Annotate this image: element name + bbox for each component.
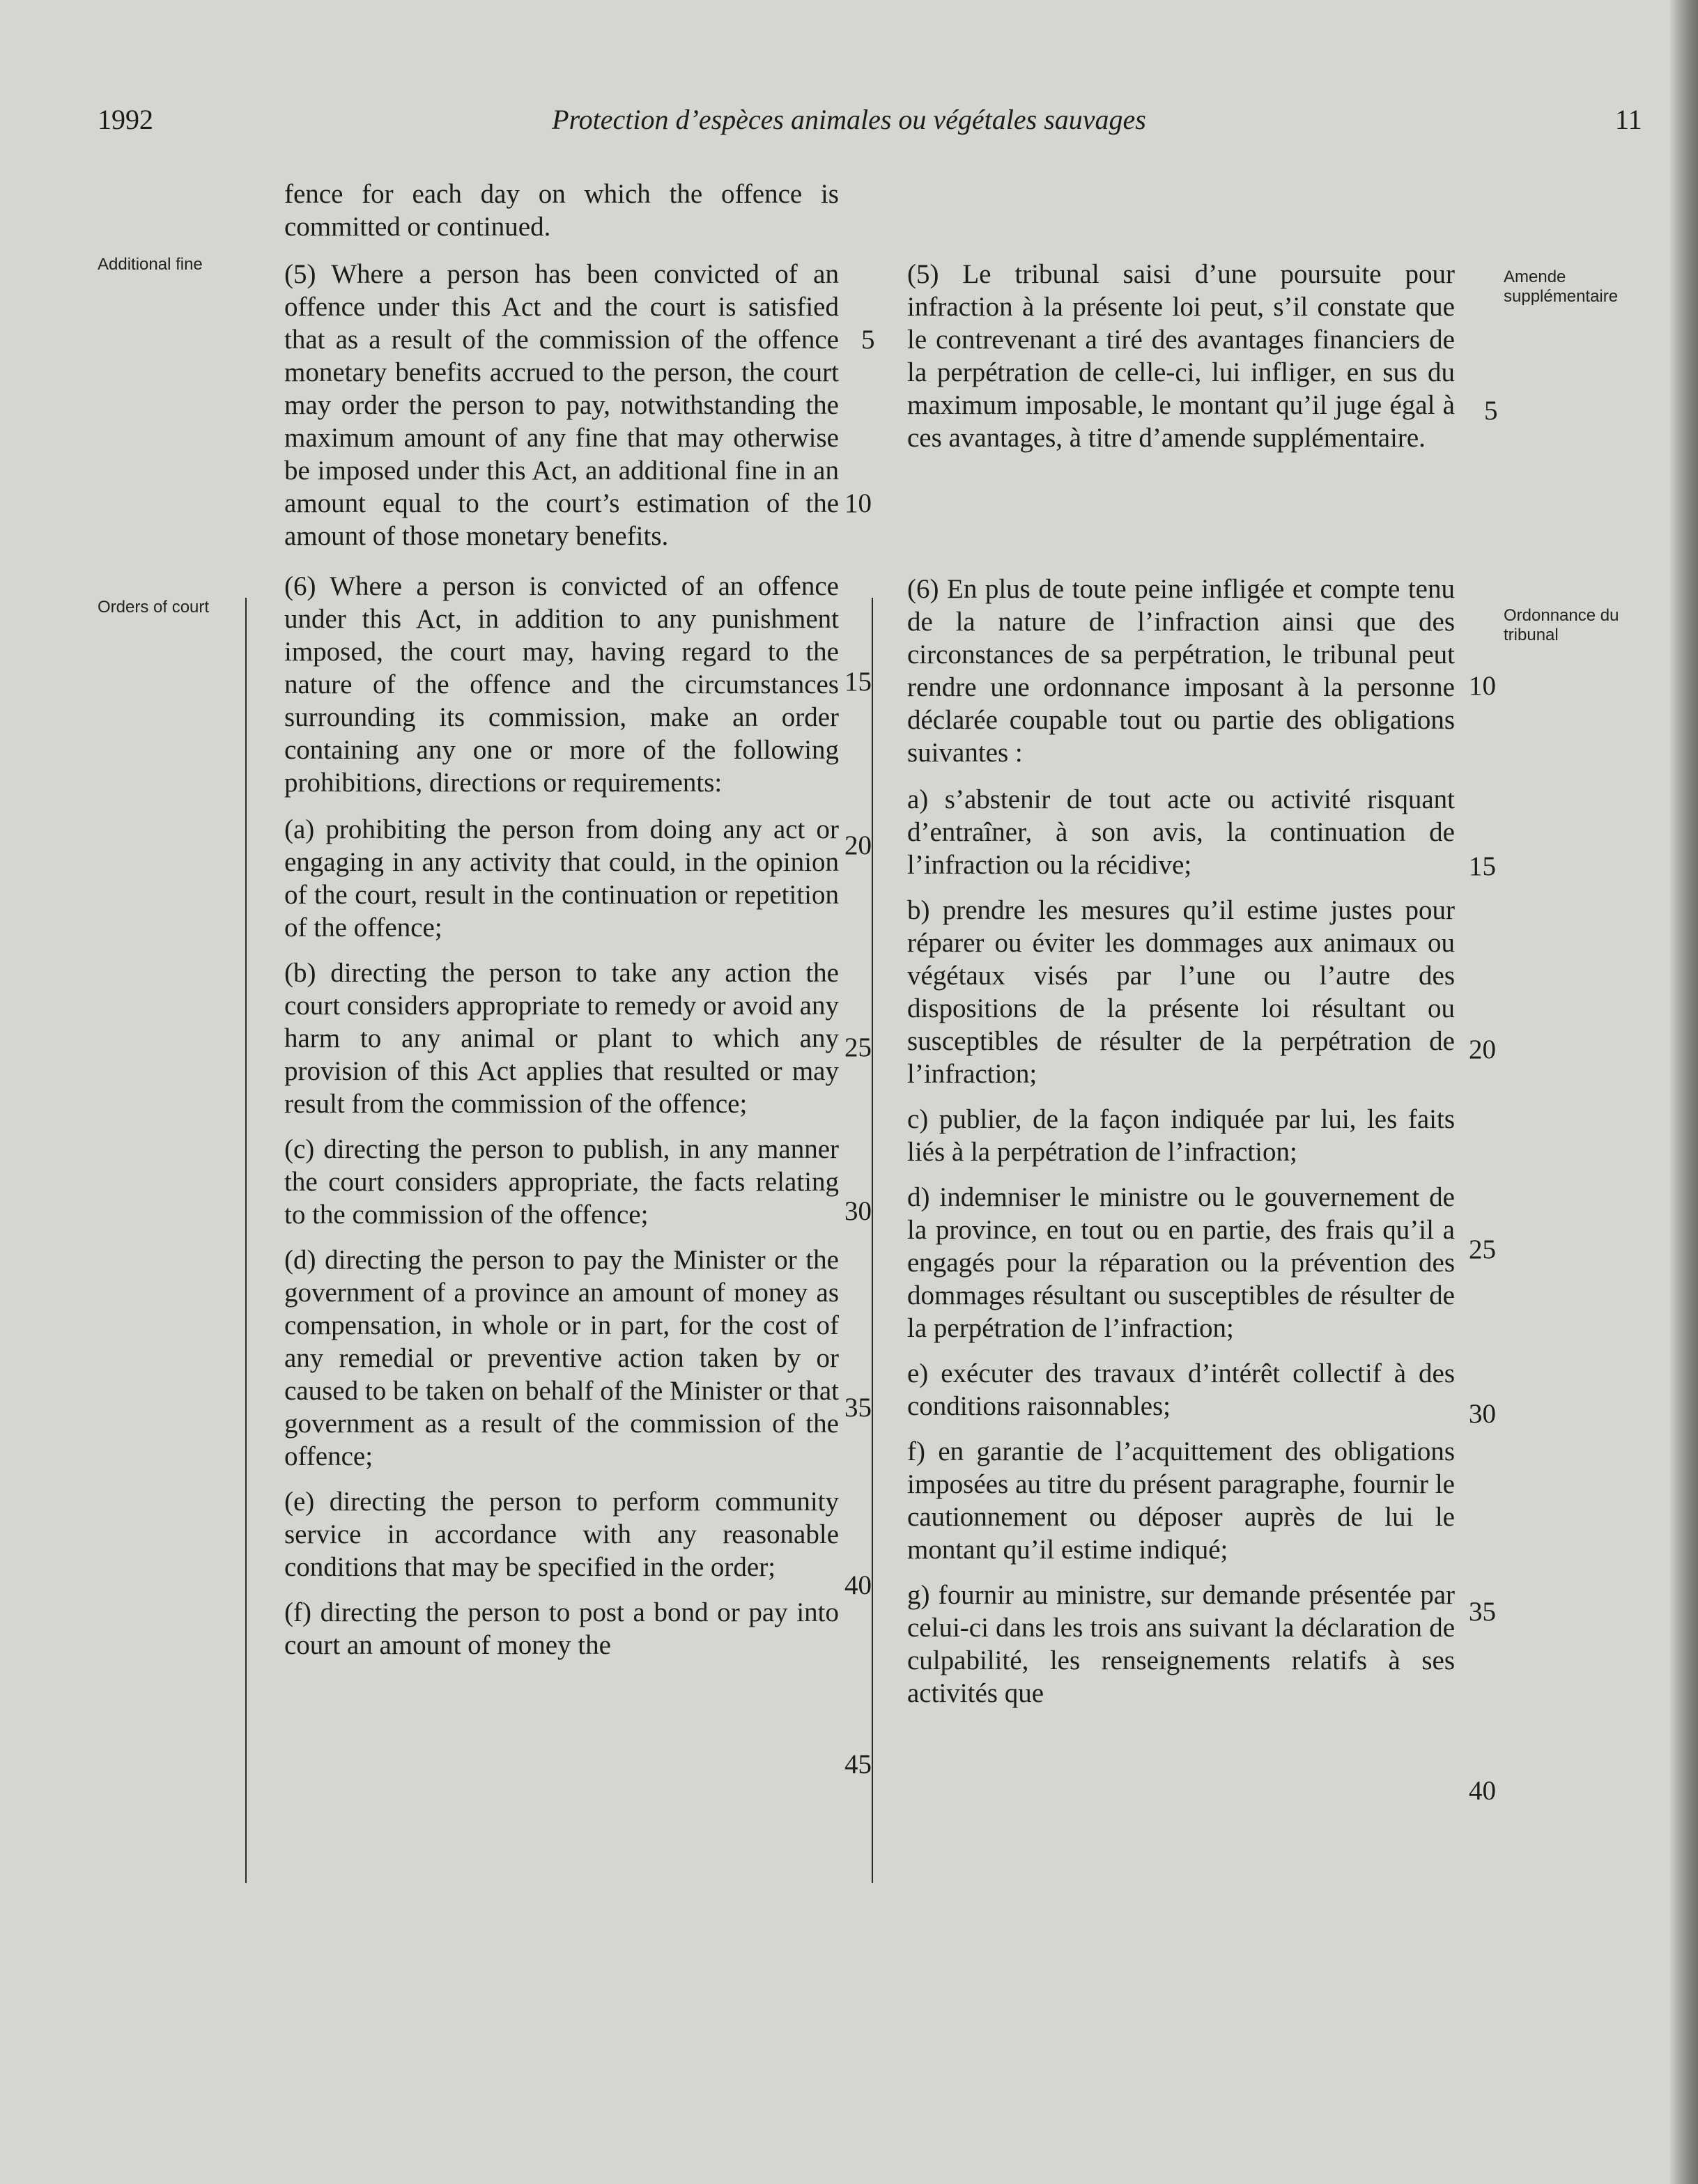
french-item-c: c) publier, de la façon indiquée par lui, les faits liés à la perpétration de l’infraction; [907,1104,1455,1167]
english-column [284,178,839,1662]
french-line-number: 20 [1469,1035,1496,1064]
center-column-rule [872,598,873,1883]
margin-note-amende-supplementaire: Amende supplémentaire [1504,268,1619,306]
english-item-f: (f) directing the person to post a bond or pay into court an amount of money the [284,1597,839,1660]
french-item-g: g) fournir au ministre, sur demande présentée par celui-ci dans les trois ans suivant la déclaration de culpabilité, les renseignements relatifs à ses activités que [907,1580,1455,1708]
english-item-e: (e) directing the person to perform community service in accordance with any reasonable conditions that may be specified in the order; [284,1487,839,1582]
french-line-number: 10 [1469,671,1496,701]
french-subsection-6: (6) En plus de toute peine infligée et compte tenu de la nature de l’infraction ainsi que des circonstances de sa perpétration, le tribunal peut rendre une ordonnance imposant à la personne déclarée coupable tout ou partie des obligations suivantes : [907,574,1455,768]
english-subsection-5: (5) Where a person has been convicted of an offence under this Act and the court is satisfied that as a result of the commission of the offence monetary benefits accrued to the person, the court may order the person to pay, notwithstanding the maximum amount of any fine that may otherwise be imposed under this Act, an additional fine in an amount equal to the court’s estimation of the amount of those monetary benefits. [284,259,839,551]
french-line-number: 15 [1469,851,1496,881]
english-item-d: (d) directing the person to pay the Minister or the government of a province an amount of money as compensation, in whole or in part, for the cost of any remedial or preventive action taken by or caused to be taken on behalf of the Minister or that government as a result of the commission of the offence; [284,1245,839,1471]
french-item-a: a) s’abstenir de tout acte ou activité risquant d’entraîner, à son avis, la continuation de l’infraction ou la récidive; [907,784,1455,880]
english-line-number: 40 [844,1570,872,1600]
english-item-c: (c) directing the person to publish, in any manner the court considers appropriate, the facts relating to the commission of the offence; [284,1134,839,1230]
english-subsection-6: (6) Where a person is convicted of an offence under this Act, in addition to any punishment imposed, the court may, having regard to the nature of the offence and the circumstances surrounding its commission, make an order containing any one or more of the following prohibitions, directions or requirements: [284,571,839,798]
page-binding-shadow [1670,0,1698,2184]
french-line-number: 25 [1469,1234,1496,1264]
english-line-number: 20 [844,830,872,860]
header-year: 1992 [98,104,153,135]
french-item-e: e) exécuter des travaux d’intérêt collectif à des conditions raisonnables; [907,1358,1455,1421]
french-line-number: 35 [1469,1597,1496,1627]
english-line-number: 10 [844,488,872,518]
english-line-number: 5 [861,325,875,355]
french-item-d: d) indemniser le ministre ou le gouvernement de la province, en tout ou en partie, des frais qu’il a engagés pour la réparation ou la prévention des dommages résultant ou susceptibles de résulter de la perpétration de l’infraction; [907,1182,1455,1343]
english-line-number: 30 [844,1196,872,1226]
french-line-number: 30 [1469,1399,1496,1429]
french-item-f: f) en garantie de l’acquittement des obligations imposées au titre du présent paragraphe, fournir le cautionnement ou déposer auprès de lui le montant qu’il estime indiqué; [907,1436,1455,1565]
french-line-number: 40 [1469,1776,1496,1806]
english-carryover-text: fence for each day on which the offence is committed or continued. [284,179,839,242]
margin-note-orders-of-court: Orders of court [98,598,210,617]
english-item-b: (b) directing the person to take any action the court considers appropriate to remedy or avoid any harm to any animal or plant to which any provision of this Act applies that resulted or may result from the commission of the offence; [284,958,839,1119]
margin-note-ordonnance-du-tribunal: Ordonnance du tribunal [1504,606,1619,644]
english-line-number: 25 [844,1032,872,1062]
english-margin-rule [245,598,247,1883]
french-line-number: 5 [1484,396,1498,426]
margin-note-additional-fine: Additional fine [98,255,203,274]
header-title: Protection d’espèces animales ou végétales sauvages [552,104,1146,135]
french-item-b: b) prendre les mesures qu’il estime justes pour réparer ou éviter les dommages aux animaux ou végétaux visés par l’une ou l’autre des dispositions de la présente loi résultant ou susceptibles de résulter de la perpétration de l’infraction; [907,895,1455,1089]
english-line-number: 15 [844,667,872,697]
english-line-number: 35 [844,1393,872,1423]
page-number: 11 [1615,104,1642,135]
french-column [907,258,1455,1710]
english-line-number: 45 [844,1749,872,1779]
french-subsection-5: (5) Le tribunal saisi d’une poursuite pour infraction à la présente loi peut, s’il constate que le contrevenant a tiré des avantages financiers de la perpétration de celle-ci, lui infliger, en sus du maximum imposable, le montant qu’il juge égal à ces avantages, à titre d’amende supplémentaire. [907,259,1455,453]
english-item-a: (a) prohibiting the person from doing any act or engaging in any activity that could, in the opinion of the court, result in the continuation or repetition of the offence; [284,814,839,943]
